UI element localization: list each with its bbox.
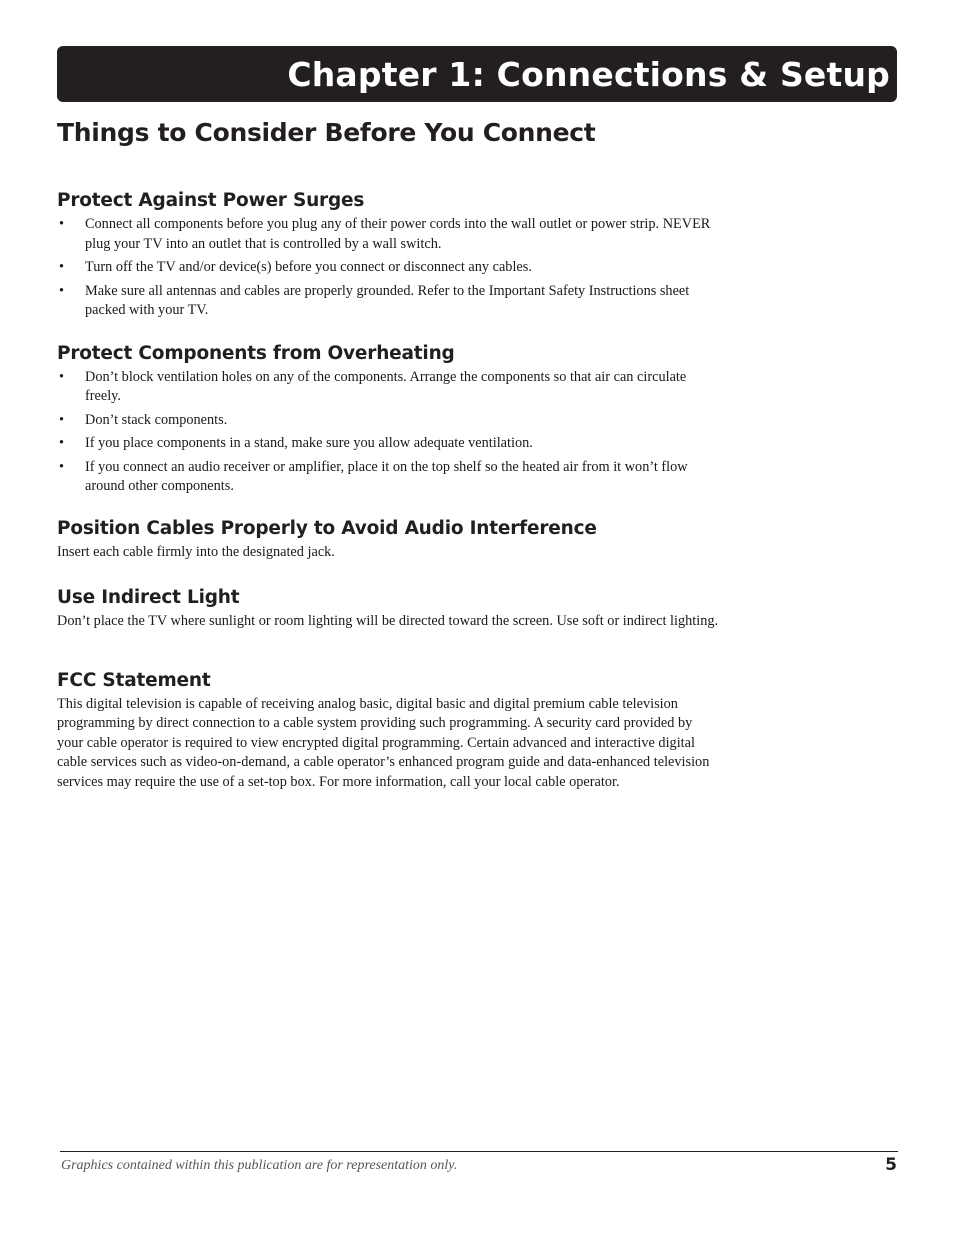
section-fcc-statement [57, 670, 722, 793]
list-item [57, 411, 722, 431]
list-item [57, 368, 722, 407]
section-heading: Position Cables Properly to Avoid Audio Interference [57, 517, 597, 539]
section-heading: Protect Against Power Surges [57, 190, 365, 211]
list-item-text: Make sure all antennas and cables are properly grounded. Refer to the Important Safety Instructions sheet packed with your TV. [85, 282, 690, 318]
bullet-icon: • [59, 259, 65, 275]
footer-divider [60, 1151, 898, 1152]
chapter-title: Chapter 1: Connections & Setup [287, 54, 890, 94]
bullet-icon: • [59, 458, 65, 475]
list-item-text: If you place components in a stand, make sure you allow adequate ventilation. [85, 435, 533, 451]
list-item [57, 434, 722, 454]
list-item-text: Don’t block ventilation holes on any of the components. Arrange the components so that air can circulate freely. [85, 368, 687, 404]
section-text: Don’t place the TV where sunlight or room lighting will be directed toward the screen. Use soft or indirect lighting. [57, 613, 719, 629]
section-text: This digital television is capable of receiving analog basic, digital basic and digital premium cable television programming by direct connection to a cable system providing such programming. A security card provided by your cable operator is required to view encrypted digital programming. Certain advanced and interactive digital cable services such as video-on-demand, a cable operator’s enhanced program guide and data-enhanced television services may require the use of a set-top box. For more information, call your local cable operator. [57, 695, 710, 790]
bullet-icon: • [59, 216, 65, 232]
section-overheating [57, 343, 722, 497]
list-item [57, 458, 722, 497]
list-item-text: If you connect an audio receiver or amplifier, place it on the top shelf so the heated air from it won’t flow around other components. [85, 458, 688, 494]
section-heading: Use Indirect Light [57, 587, 240, 608]
section-indirect-light [57, 587, 722, 632]
footer-note: Graphics contained within this publication are for representation only. [61, 1158, 458, 1173]
section-cable-position [57, 518, 722, 563]
list-item-text: Connect all components before you plug any of their power cords into the wall outlet or power strip. NEVER plug your TV into an outlet that is controlled by a wall switch. [85, 216, 711, 252]
section-heading: FCC Statement [57, 669, 211, 691]
bullet-icon: • [59, 368, 65, 385]
bullet-list [57, 368, 722, 497]
list-item [57, 258, 722, 278]
bullet-icon: • [59, 411, 65, 428]
section-text: Insert each cable firmly into the designated jack. [57, 543, 335, 560]
bullet-icon: • [59, 282, 65, 299]
page-number: 5 [885, 1155, 897, 1175]
content-body [57, 190, 722, 792]
page-heading: Things to Consider Before You Connect [57, 118, 596, 147]
bullet-icon: • [59, 435, 65, 451]
list-item [57, 282, 722, 321]
section-heading: Protect Components from Overheating [57, 342, 455, 364]
bullet-list [57, 215, 722, 321]
section-power-surges [57, 190, 722, 321]
list-item [57, 215, 722, 254]
list-item-text: Don’t stack components. [85, 411, 228, 428]
list-item-text: Turn off the TV and/or device(s) before you connect or disconnect any cables. [85, 259, 532, 275]
chapter-banner [57, 46, 897, 102]
